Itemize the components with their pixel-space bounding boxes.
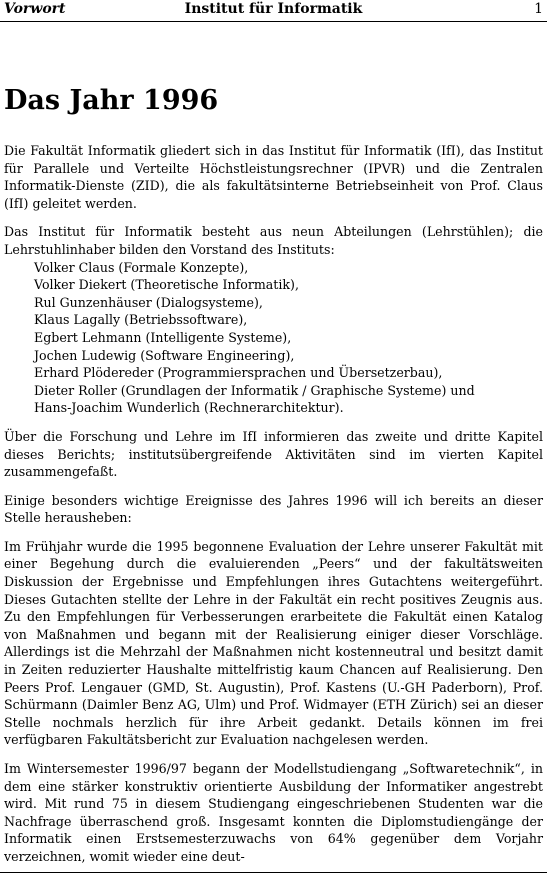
list-item: Klaus Lagally (Betriebssoftware), — [34, 312, 248, 328]
list-item: Erhard Plödereder (Programmiersprachen und Übersetzerbau), — [34, 365, 443, 381]
header-section-title: Vorwort — [4, 1, 66, 17]
list-item: Hans-Joachim Wunderlich (Rechnerarchitektur). — [34, 400, 344, 416]
paragraph-software-engineering-program: Im Wintersemester 1996/97 begann der Modellstudiengang „Softwaretechnik“, in dem eine stärker konstruktiv orientierte Ausbildung der Informatiker angestrebt wird. Mit rund 75 in diesem Studiengang eingeschriebenen Studenten war die Nachfrage überraschend groß. Insgesamt konnten die Diplomstudiengänge der Informatik einen Erstsemesterzuwachs von 64% gegenüber dem Vorjahr verzeichnen, womit wieder eine deut- — [4, 761, 543, 864]
paragraph-evaluation: Im Frühjahr wurde die 1995 begonnene Evaluation der Lehre unserer Fakultät mit einer Begehung durch die evaluierenden „Peers“ und der fakultätsweiten Diskussion der Ergebnisse und Empfehlungen ihres Gutachtens weitergeführt. Dieses Gutachten stellte der Lehre in der Fakultät ein recht positives Zeugnis aus. Zu den Empfehlungen für Verbesserungen erarbeitete die Fakultät einen Katalog von Maßnahmen und begann mit der Realisierung einiger dieser Vorschläge. Allerdings ist die Mehrzahl der Maßnahmen nicht kostenneutral und besitzt damit in Zeiten reduzierter Haushalte mittelfristig kaum Chancen auf Realisierung. Den Peers Prof. Lengauer (GMD, St. Augustin), Prof. Kastens (U.-GH Paderborn), Prof. Schürmann (Daimler Benz AG, Ulm) und Prof. Widmayer (ETH Zürich) sei an dieser Stelle nochmals herzlich für ihre Arbeit gedankt. Details können im frei verfügbaren Fakultätsbericht zur Evaluation nachgelesen werden. — [4, 538, 543, 748]
chapter-title: Das Jahr 1996 — [4, 85, 219, 116]
paragraph-research-overview: Über die Forschung und Lehre im IfI informieren das zweite und dritte Kapitel dieses Berichts; institutsübergreifende Aktivitäten sind im vierten Kapitel zusammengefaßt. — [4, 428, 543, 480]
list-item: Volker Diekert (Theoretische Informatik), — [34, 277, 299, 293]
running-header — [4, 0, 543, 20]
list-item: Rul Gunzenhäuser (Dialogsysteme), — [34, 294, 263, 310]
list-item: Jochen Ludewig (Software Engineering), — [34, 347, 295, 363]
paragraph-events-intro: Einige besonders wichtige Ereignisse des Jahres 1996 will ich bereits an dieser Stelle herausheben: — [4, 492, 543, 526]
chair-holders-list — [34, 259, 543, 417]
page-body — [4, 84, 543, 877]
paragraph-institute-departments: Das Institut für Informatik besteht aus neun Abteilungen (Lehrstühlen); die Lehrstuhlinhaber bilden den Vorstand des Instituts: — [4, 224, 543, 257]
list-item: Volker Claus (Formale Konzepte), — [34, 259, 249, 275]
header-rule — [0, 21, 547, 22]
header-institute-name: Institut für Informatik — [184, 1, 363, 17]
paragraph-faculty-structure: Die Fakultät Informatik gliedert sich in das Institut für Informatik (IfI), das Institut für Parallele und Verteilte Höchstleistungsrechner (IPVR) und die Zentralen Informatik-Dienste (ZID), die als fakultätsinterne Betriebseinheit von Prof. Claus (IfI) geleitet werden. — [4, 143, 543, 211]
list-item: Dieter Roller (Grundlagen der Informatik / Graphische Systeme) und — [34, 382, 475, 398]
list-item: Egbert Lehmann (Intelligente Systeme), — [34, 329, 292, 345]
header-page-number: 1 — [534, 1, 543, 17]
footer-rule — [0, 872, 547, 873]
